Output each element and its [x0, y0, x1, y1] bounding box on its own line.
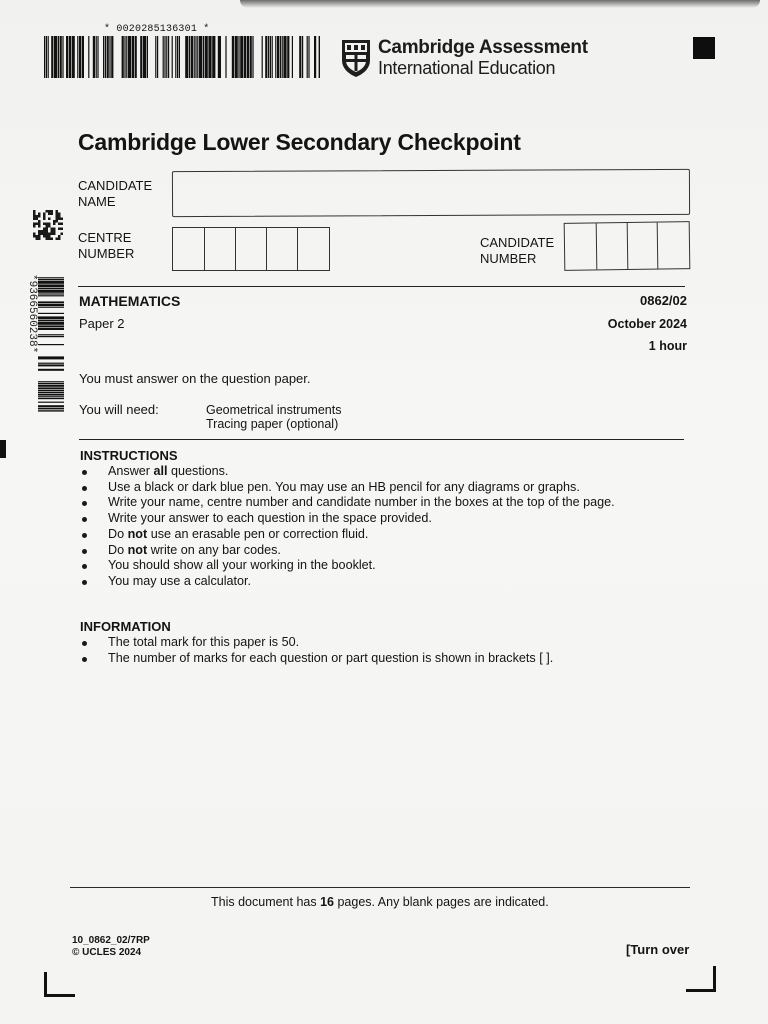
information-list	[80, 635, 553, 666]
exam-session: October 2024	[607, 317, 687, 331]
centre-number-digit-box[interactable]	[267, 228, 298, 270]
barcode-number: * 0020285136301 *	[104, 24, 210, 35]
page-title: Cambridge Lower Secondary Checkpoint	[78, 129, 521, 155]
answer-note: You must answer on the question paper.	[79, 371, 311, 386]
subject: MATHEMATICS	[79, 293, 181, 309]
candidate-number-digit-box[interactable]	[627, 223, 658, 269]
information-heading: INFORMATION	[80, 619, 171, 634]
exam-duration: 1 hour	[648, 339, 687, 353]
need-item: Tracing paper (optional)	[206, 417, 339, 431]
candidate-number-boxes[interactable]	[564, 221, 691, 271]
information-item: The total mark for this paper is 50.	[80, 635, 553, 651]
candidate-number-label: CANDIDATE NUMBER	[480, 235, 555, 266]
cambridge-shield-icon	[340, 38, 372, 78]
instructions-list	[80, 464, 615, 590]
centre-number-digit-box[interactable]	[205, 228, 236, 270]
side-barcode-number: *9366560238*	[26, 274, 38, 354]
instruction-item: Write your name, centre number and candidate number in the boxes at the top of the page.	[80, 495, 615, 511]
need-item: Geometrical instruments	[206, 403, 342, 417]
logo-line-2: International Education	[378, 58, 556, 78]
qr-code	[33, 210, 63, 240]
instruction-item: You should show all your working in the booklet.	[80, 558, 615, 574]
instruction-item: Use a black or dark blue pen. You may use an HB pencil for any diagrams or graphs.	[80, 480, 615, 496]
divider-top	[78, 286, 685, 287]
centre-number-digit-box[interactable]	[173, 228, 205, 270]
turn-over-label: [Turn over	[626, 942, 690, 957]
instruction-item: Do not use an erasable pen or correction fluid.	[80, 527, 615, 543]
registration-mark	[693, 37, 715, 59]
instruction-item: You may use a calculator.	[80, 574, 615, 590]
cambridge-logo	[340, 38, 588, 78]
instructions-heading: INSTRUCTIONS	[80, 448, 178, 463]
page-edge-shadow	[240, 0, 760, 8]
syllabus-code: 0862/02	[640, 293, 687, 308]
candidate-name-label: CANDIDATE NAME	[78, 178, 153, 209]
paper-number: Paper 2	[79, 316, 125, 331]
need-label: You will need:	[79, 402, 159, 417]
document-code: 10_0862_02/7RP © UCLES 2024	[72, 935, 150, 958]
page-count-note: This document has 16 pages. Any blank pages are indicated.	[211, 895, 549, 909]
candidate-number-digit-box[interactable]	[658, 222, 689, 268]
footer-divider	[70, 887, 690, 888]
edge-mark	[0, 440, 6, 458]
candidate-number-digit-box[interactable]	[565, 223, 597, 269]
instruction-item: Do not write on any bar codes.	[80, 543, 615, 559]
instruction-item: Write your answer to each question in the space provided.	[80, 511, 615, 527]
divider-middle	[79, 439, 684, 440]
corner-mark-right	[686, 966, 716, 992]
centre-number-digit-box[interactable]	[236, 228, 267, 270]
centre-number-digit-box[interactable]	[298, 228, 329, 270]
corner-mark-left	[44, 972, 75, 997]
side-barcode	[22, 272, 64, 412]
information-item: The number of marks for each question or part question is shown in brackets [ ].	[80, 651, 553, 667]
candidate-number-digit-box[interactable]	[596, 223, 627, 269]
candidate-name-box[interactable]	[172, 169, 690, 217]
centre-number-label: CENTRE NUMBER	[78, 230, 135, 261]
barcode-top	[44, 36, 320, 78]
centre-number-boxes[interactable]	[172, 227, 330, 271]
logo-line-1: Cambridge Assessment	[378, 37, 588, 58]
instruction-item: Answer all questions.	[80, 464, 615, 480]
